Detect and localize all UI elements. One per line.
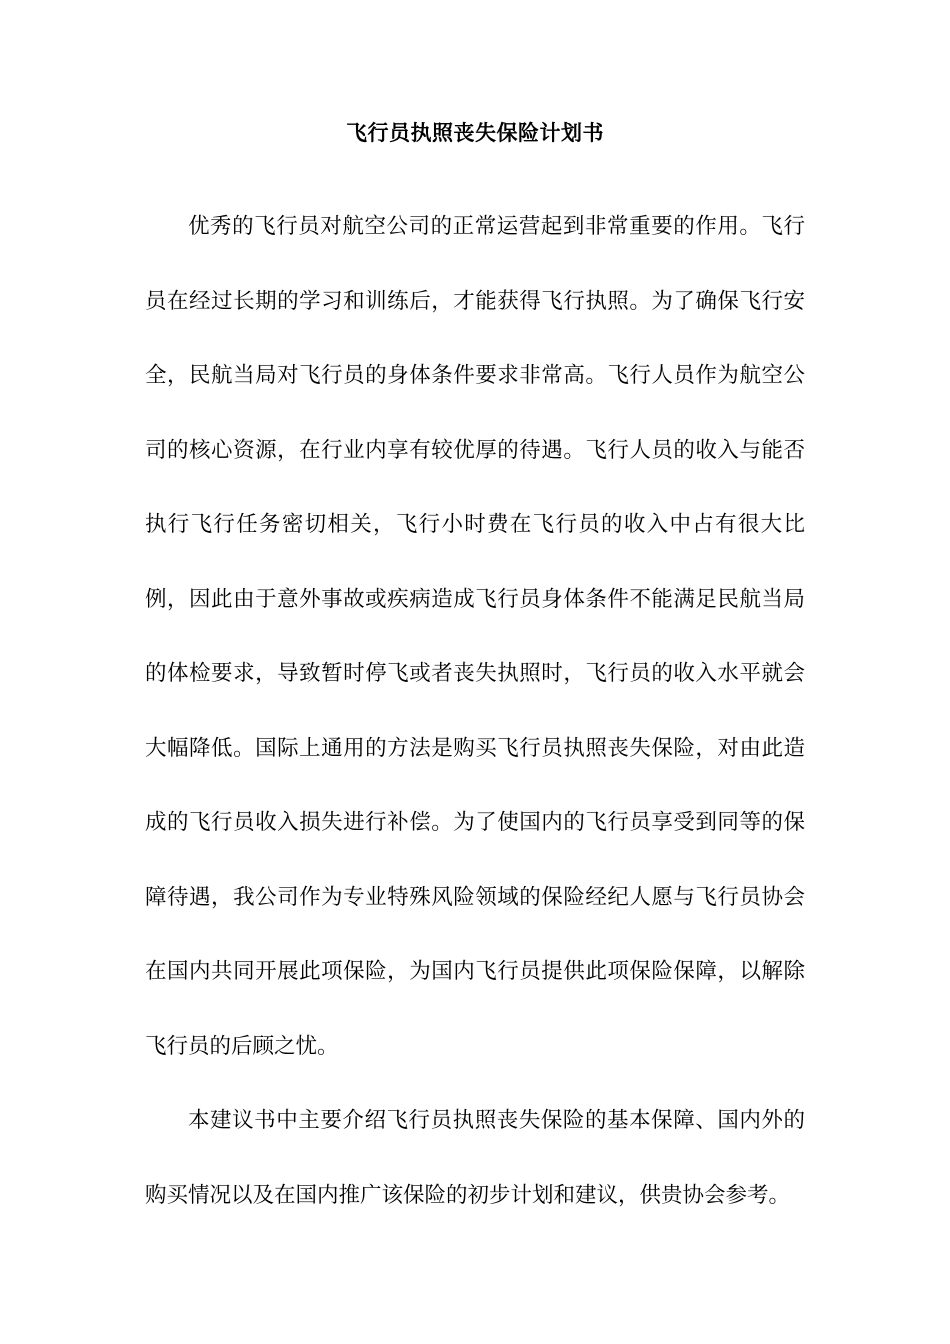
document-body (145, 190, 805, 1233)
paragraph-summary: 本建议书中主要介绍飞行员执照丧失保险的基本保障、国内外的购买情况以及在国内推广该保险的初步计划和建议，供贵协会参考。 (145, 1108, 805, 1208)
paragraph-intro: 优秀的飞行员对航空公司的正常运营起到非常重要的作用。飞行员在经过长期的学习和训练后，才能获得飞行执照。为了确保飞行安全，民航当局对飞行员的身体条件要求非常高。飞行人员作为航空公司的核心资源，在行业内享有较优厚的待遇。飞行人员的收入与能否执行飞行任务密切相关，飞行小时费在飞行员的收入中占有很大比例，因此由于意外事故或疾病造成飞行员身体条件不能满足民航当局的体检要求，导致暂时停飞或者丧失执照时，飞行员的收入水平就会大幅降低。国际上通用的方法是购买飞行员执照丧失保险，对由此造成的飞行员收入损失进行补偿。为了使国内的飞行员享受到同等的保障待遇，我公司作为专业特殊风险领域的保险经纪人愿与飞行员协会在国内共同开展此项保险，为国内飞行员提供此项保险保障，以解除飞行员的后顾之忧。 (145, 214, 805, 1059)
document-title: 飞行员执照丧失保险计划书 (346, 120, 604, 145)
